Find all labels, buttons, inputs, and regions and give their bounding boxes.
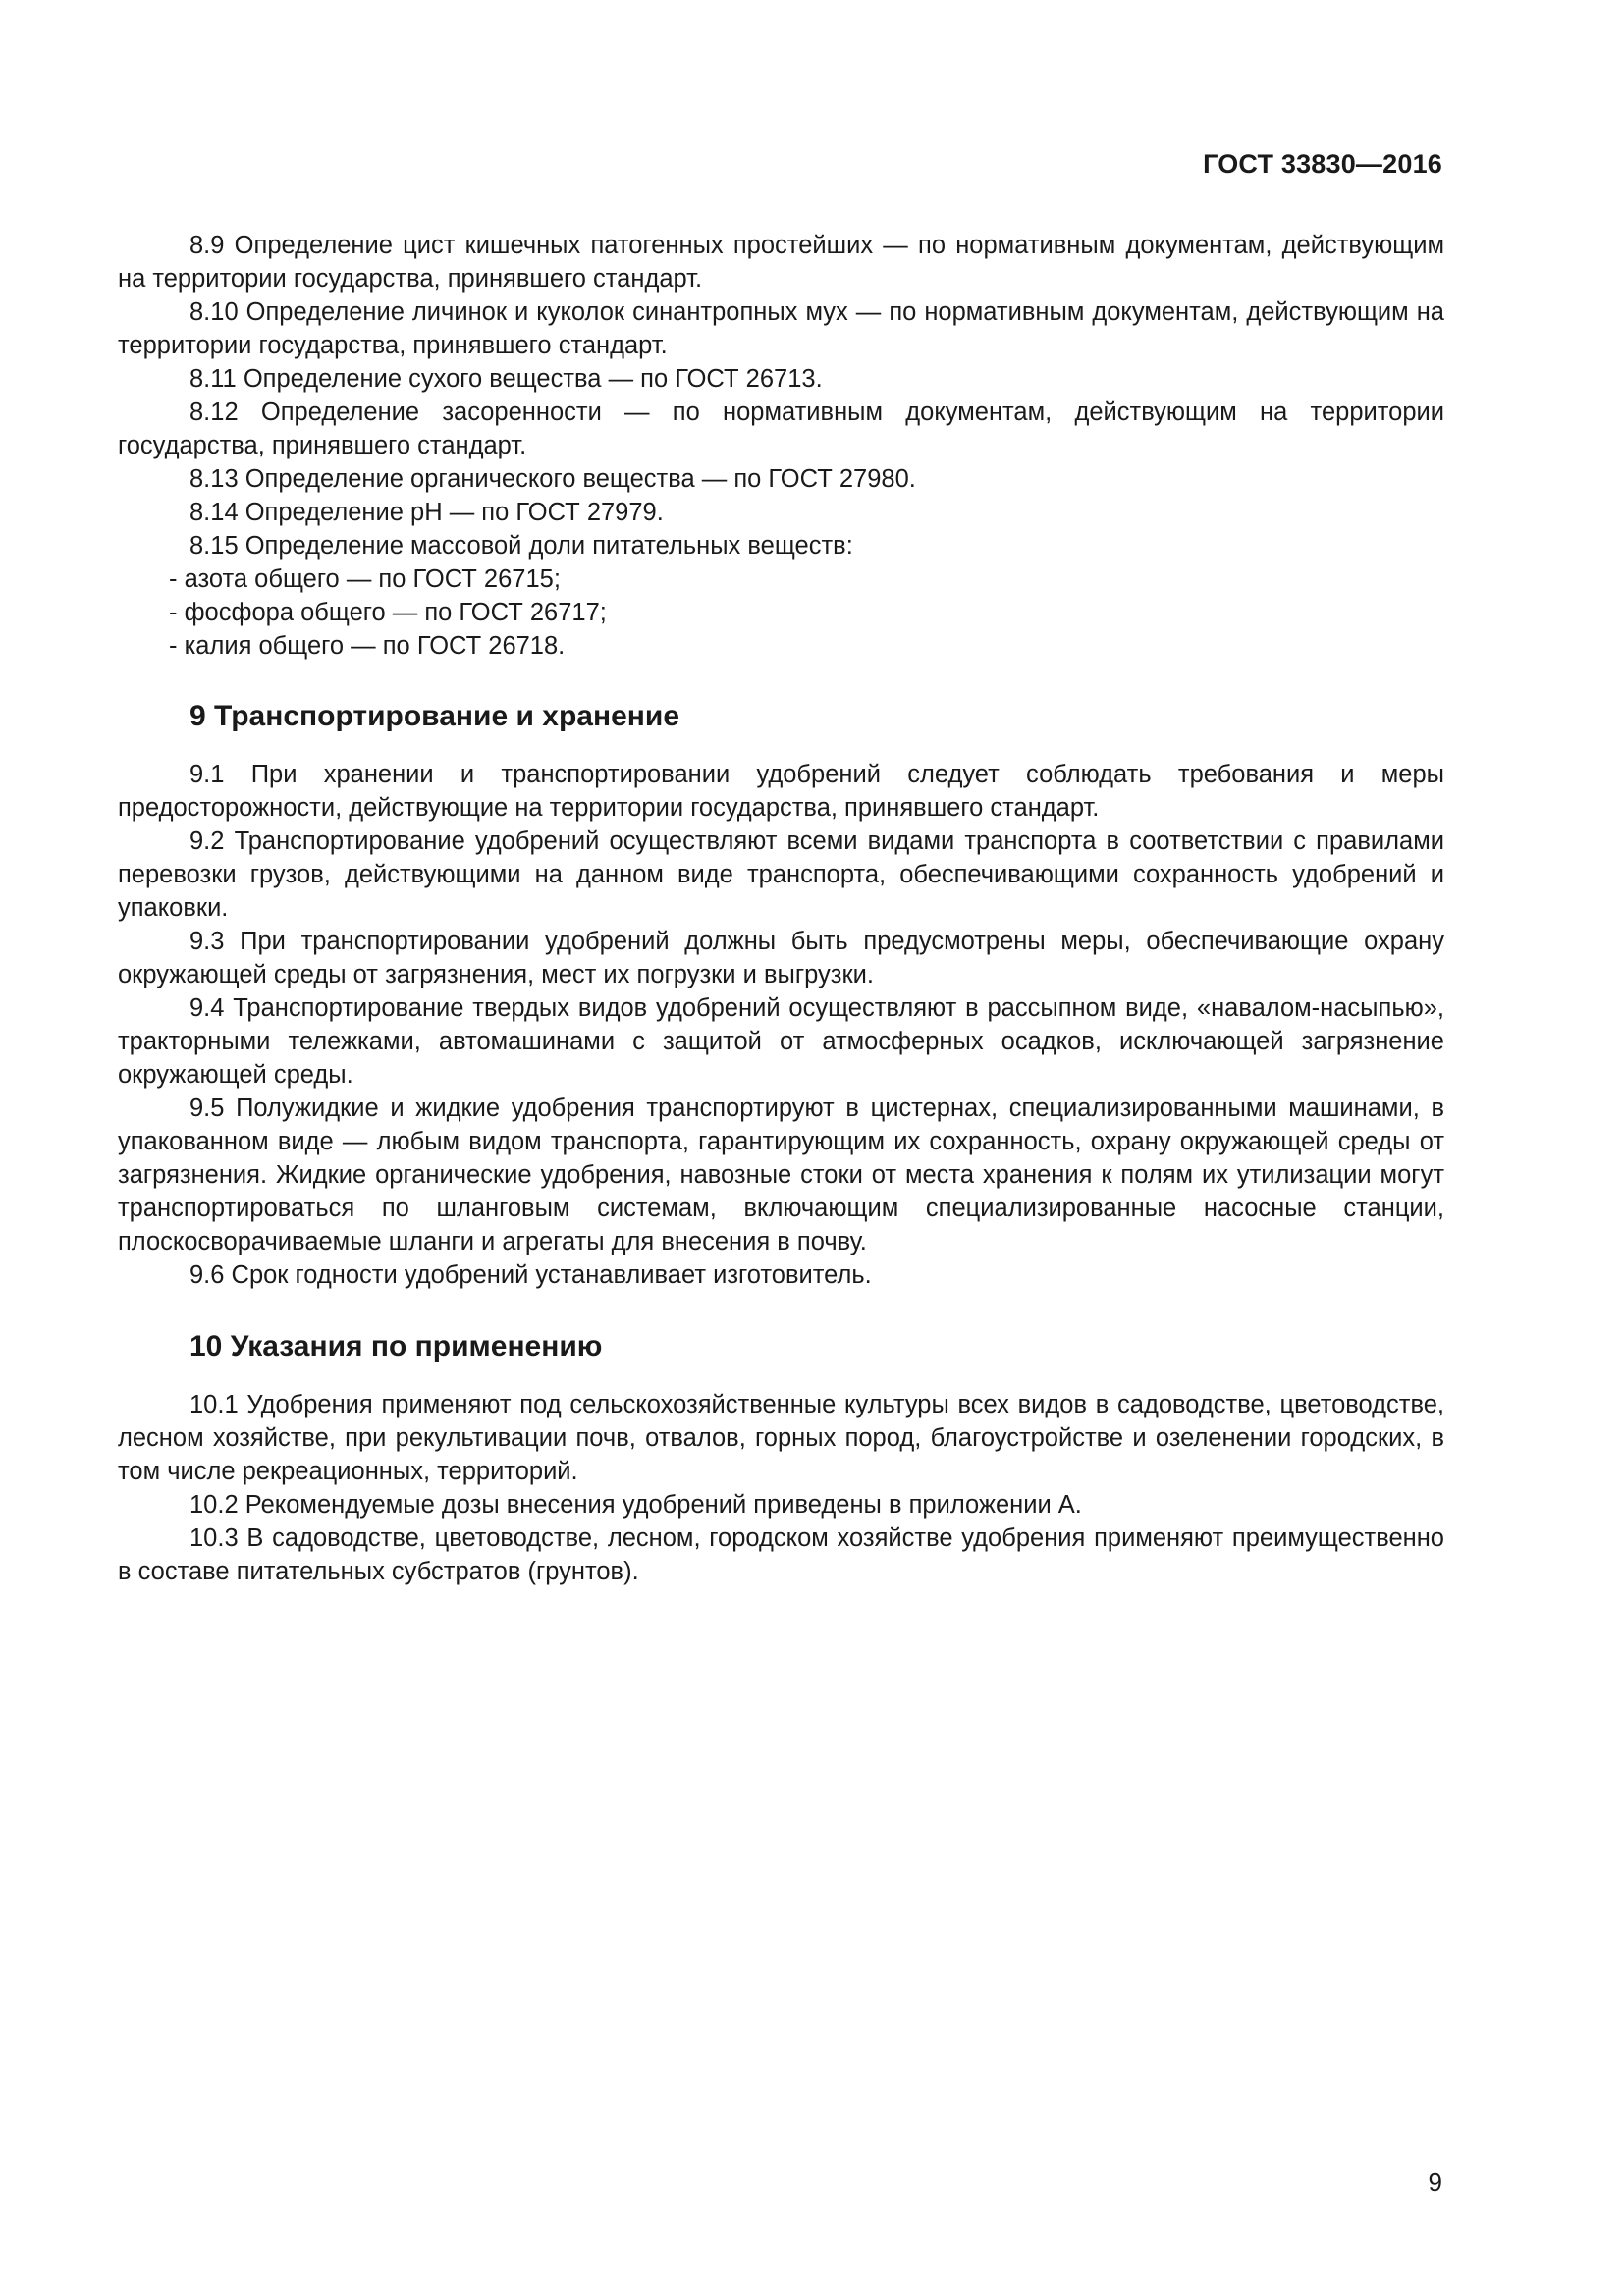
section-10-heading: 10 Указания по применению	[189, 1330, 603, 1362]
clause-9-4: 9.4 Транспортирование твердых видов удобрений осуществляют в рассыпном виде, «навалом-насыпью», тракторными тележками, автомашинами с защитой от атмосферных осадков, исключающей загрязнение окружающей среды.	[118, 994, 1444, 1089]
clause-8-11: 8.11 Определение сухого вещества — по ГОСТ 26713.	[189, 365, 823, 393]
list-item: - калия общего — по ГОСТ 26718.	[169, 632, 566, 660]
clause-8-13: 8.13 Определение органического вещества — по ГОСТ 27980.	[189, 465, 916, 493]
clause-9-1: 9.1 При хранении и транспортировании удобрений следует соблюдать требования и меры предосторожности, действующие на территории государства, принявшего стандарт.	[118, 761, 1444, 822]
clause-8-10: 8.10 Определение личинок и куколок синантропных мух — по нормативным документам, действующим на территории государства, принявшего стандарт.	[118, 298, 1444, 359]
section-9-heading: 9 Транспортирование и хранение	[189, 700, 680, 732]
clause-8-15: 8.15 Определение массовой доли питательных веществ:	[189, 532, 853, 560]
page-number: 9	[1428, 2167, 1442, 2197]
document-header: ГОСТ 33830—2016	[1203, 149, 1442, 179]
document-body	[118, 229, 1444, 1588]
clause-9-2: 9.2 Транспортирование удобрений осуществляют всеми видами транспорта в соответствии с правилами перевозки грузов, действующими на данном виде транспорта, обеспечивающими сохранность удобрений и упаковки.	[118, 828, 1444, 922]
clause-8-9: 8.9 Определение цист кишечных патогенных простейших — по нормативным документам, действующим на территории государства, принявшего стандарт.	[118, 232, 1444, 293]
clause-9-6: 9.6 Срок годности удобрений устанавливает изготовитель.	[189, 1261, 872, 1289]
clause-10-1: 10.1 Удобрения применяют под сельскохозяйственные культуры всех видов в садоводстве, цветоводстве, лесном хозяйстве, при рекультивации почв, отвалов, горных пород, благоустройстве и озеленении городских, в том числе рекреационных, территорий.	[118, 1391, 1444, 1485]
clause-9-3: 9.3 При транспортировании удобрений должны быть предусмотрены меры, обеспечивающие охрану окружающей среды от загрязнения, мест их погрузки и выгрузки.	[118, 928, 1444, 988]
clause-9-5: 9.5 Полужидкие и жидкие удобрения транспортируют в цистернах, специализированными машинами, в упакованном виде — любым видом транспорта, гарантирующим их сохранность, охрану окружающей среды от загрязнения. Жидкие органические удобрения, навозные стоки от места хранения к полям их утилизации могут транспортироваться по шланговым системам, включающим специализированные насосные станции, плоскосворачиваемые шланги и агрегаты для внесения в почву.	[118, 1095, 1444, 1255]
list-item: - фосфора общего — по ГОСТ 26717;	[169, 599, 607, 626]
clause-8-12: 8.12 Определение засоренности — по нормативным документам, действующим на территории государства, принявшего стандарт.	[118, 399, 1444, 459]
clause-8-14: 8.14 Определение pH — по ГОСТ 27979.	[189, 499, 664, 526]
clause-10-2: 10.2 Рекомендуемые дозы внесения удобрений приведены в приложении А.	[189, 1491, 1082, 1519]
clause-10-3: 10.3 В садоводстве, цветоводстве, лесном, городском хозяйстве удобрения применяют преимущественно в составе питательных субстратов (грунтов).	[118, 1524, 1444, 1585]
list-item: - азота общего — по ГОСТ 26715;	[169, 565, 561, 593]
